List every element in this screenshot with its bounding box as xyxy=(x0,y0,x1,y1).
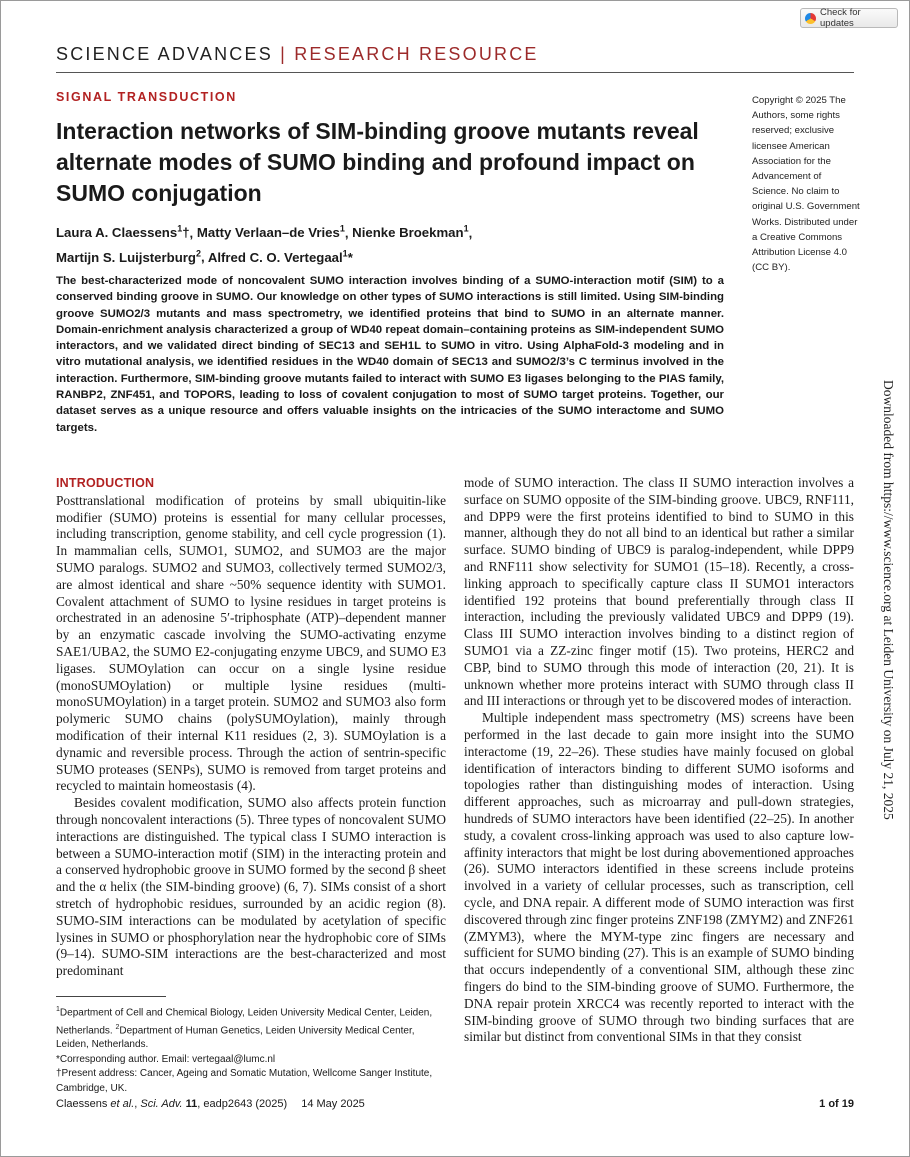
check-for-updates-label: Check for updates xyxy=(820,7,861,29)
article-type: RESEARCH RESOURCE xyxy=(294,44,539,64)
footnote-rule xyxy=(56,996,166,997)
citation-separator: , xyxy=(134,1098,141,1110)
journal-masthead xyxy=(56,44,539,65)
author-name: Alfred C. O. Vertegaal xyxy=(207,249,343,265)
body-column-left xyxy=(56,475,446,980)
citation-etal: et al. xyxy=(110,1098,135,1110)
citation-journal: Sci. Adv. xyxy=(140,1098,183,1110)
body-paragraph: Multiple independent mass spectrometry (MS) screens have been performed in the last decade to gain more insight into the SUMO interactome (19, 22–26). These studies have mainly focused on global identification of interactors binding to different SUMO isoforms and topologies rather than distinguishing modes of interaction. Using different approaches, such as microarray and pull-down strategies, hundreds of SUMO interactors have been identified (22–25). In another study, a covalent cross-linking approach was used to also capture low-affinity interactors that might be lost during abovementioned approaches (26). SUMO interactors identified in these screens include proteins involved in a variety of cellular processes, such as transcription, cell cycle, and DNA repair. A different mode of SUMO interaction was first discovered through zinc finger proteins ZNF198 (ZMYM2) and ZNF261 (ZMYM3), where the MYM-type zinc fingers are necessary and sufficient for SUMO binding (27). This is an example of SUMO binding that occurs independently of a conventional SIM, although these zinc fingers do bind to the SIM-binding groove of SUMO. Furthermore, the DNA repair protein XRCC4 was recently reported to interact with the SIM-binding groove of SUMO through two binding surfaces that are similar but distinct from conventional SIMs in that they consist xyxy=(464,710,854,1045)
author-separator: , xyxy=(200,249,208,265)
author-4[interactable] xyxy=(56,250,201,265)
affiliations xyxy=(56,1003,448,1053)
author-affiliation-sup: 1 xyxy=(463,224,469,234)
author-5[interactable] xyxy=(208,250,353,265)
author-affiliation-sup: 1 xyxy=(177,224,183,234)
body-paragraph: Besides covalent modification, SUMO also affects protein function through noncovalent interactions (5). Three types of noncovalent SUMO interactions are distinguished. The typical class I SUMO interaction is between a SUMO-interaction motif (SIM) in the interacting protein and a conserved hydrophobic groove in SUMO formed by the second β sheet and the α helix (the SIM-binding groove) (6, 7). SIMs consist of a short stretch of hydrophobic residues, surrounded by an acidic region (8). SUMO-SIM interactions can be modulated by acetylation of specific lysines in SUMO or phosphorylation near the hydrophobic core of SIMs (9–14). SUMO-SIM interactions are the best-characterized and most predominant xyxy=(56,795,446,979)
author-2[interactable] xyxy=(197,225,345,240)
author-name: Martijn S. Luijsterburg xyxy=(56,249,196,265)
affiliation-1: Department of Cell and Chemical Biology, Leiden University Medical Center, Leiden, Netherlands. xyxy=(56,1007,433,1037)
author-separator: , xyxy=(344,225,353,241)
download-watermark: Downloaded from https://www.science.org at Leiden University on July 21, 2025 xyxy=(881,380,896,820)
present-address: †Present address: Cancer, Ageing and Somatic Mutation, Wellcome Sanger Institute, Cambridge, UK. xyxy=(56,1068,433,1094)
page-number: 1 of 19 xyxy=(819,1098,854,1110)
author-mark: † xyxy=(182,225,190,241)
check-for-updates-button[interactable] xyxy=(800,8,898,28)
journal-name: SCIENCE ADVANCES xyxy=(56,44,273,64)
author-name: Nienke Broekman xyxy=(352,225,464,241)
masthead-rule xyxy=(56,72,854,73)
body-paragraph: Posttranslational modification of proteins by small ubiquitin-like modifier (SUMO) proteins is essential for many cellular processes, including transcription, genome stability, and cell cycle progression (1). In mammalian cells, SUMO1, SUMO2, and SUMO3 are the major SUMO paralogs. SUMO2 and SUMO3, collectively termed SUMO2/3, are almost identical and share ~50% sequence identity with SUMO1. Covalent attachment of SUMO to lysine residues in target proteins is orchestrated in an adenosine 5′-triphosphate (ATP)–dependent manner by an enzymatic cascade involving the SUMO-activating enzyme SAE1/UBA2, the SUMO E2-conjugating enzyme UBC9, and SUMO E3 ligases. SUMOylation can occur on a single lysine residue (monoSUMOylation) or multiple lysine residues (multi-monoSUMOylation) in a target protein. SUMO2 and SUMO3 also form polymeric SUMO chains (polySUMOylation), mainly through modification of their internal K11 residues (2, 3). SUMOylation is a dynamic and reversible process. Through the action of sentrin-specific SUMO proteases (SENPs), SUMO is removed from target proteins and recycled to maintain homeostasis (4). xyxy=(56,492,446,794)
publication-date: 14 May 2025 xyxy=(301,1098,365,1110)
body-paragraph: mode of SUMO interaction. The class II SUMO interaction involves a surface on SUMO opposite of the SIM-binding groove. UBC9, RNF111, and DPP9 were the first proteins identified to bind to SUMO in this manner, although they do not all bind to an identical but rather a similar surface. SUMO binding of UBC9 is paralog-independent, while DPP9 and RNF111 show selectivity for SUMO1 (15–18). Recently, a cross-linking approach to specifically capture class II SUMO1 interactors identified 192 proteins that bound preferentially through class II interaction, including the previously validated UBC9 and DPP9 (19). Class III SUMO interaction involves binding to a distinct region of SUMO1 via a ZZ-zinc finger motif (15). Two proteins, HERC2 and CBP, bind to SUMO through this mode of interaction (20, 21). It is unknown whether more proteins interact with SUMO through class II and III interactions or through yet to be discovered modes of interaction. xyxy=(464,475,854,709)
abstract: The best-characterized mode of noncovalent SUMO interaction involves binding of a SUMO-interaction motif (SIM) to a conserved binding groove in SUMO. Our knowledge on other types of SUMO interactions is still limited. Using SIM-binding groove SUMO2/3 mutants and mass spectrometry, we identified proteins that bind to SUMO in an alternate manner. Domain-enrichment analysis characterized a group of WD40 repeat domain–containing proteins as SIM-independent SUMO interactors, and we validated direct binding of SEC13 and SEH1L to SUMO in vitro. Using AlphaFold-3 modeling and in vitro mutational analysis, we identified residues in the WD40 domain of SEC13 and SUMO2/3’s C terminus involved in the interaction. Furthermore, SIM-binding groove mutants failed to interact with SUMO E3 ligases belonging to the PIAS family, RANBP2, ZNF451, and TOPORS, leading to loss of covalent conjugation to most of SUMO target proteins. Together, our dataset serves as a unique resource and offers valuable insights on the intricacies of the SUMO interactome and SUMO targets. xyxy=(56,275,724,434)
section-label: SIGNAL TRANSDUCTION xyxy=(56,90,237,104)
author-affiliation-sup: 1 xyxy=(339,224,345,234)
affiliation-sup: 2 xyxy=(115,1023,120,1031)
affiliation-sup: 1 xyxy=(56,1006,60,1013)
footer-citation xyxy=(56,1098,365,1110)
introduction-heading: INTRODUCTION xyxy=(56,476,155,490)
corresponding-author: *Corresponding author. Email: vertegaal@lumc.nl xyxy=(56,1053,276,1065)
author-1[interactable] xyxy=(56,225,190,240)
author-affiliation-sup: 2 xyxy=(195,248,201,259)
author-separator: , xyxy=(468,225,473,241)
author-mark: * xyxy=(347,249,353,265)
affiliation-2: Department of Human Genetics, Leiden University Medical Center, Leiden, Netherlands. xyxy=(56,1025,415,1051)
author-3[interactable] xyxy=(352,225,468,240)
article-title: Interaction networks of SIM-binding groove mutants reveal alternate modes of SUMO binding and profound impact on SUMO conjugation xyxy=(56,118,699,206)
author-name: Matty Verlaan–de Vries xyxy=(196,225,340,241)
crossmark-icon xyxy=(805,13,816,24)
footnotes xyxy=(56,1003,448,1096)
body-column-right xyxy=(464,475,854,1046)
author-affiliation-sup: 1 xyxy=(342,248,348,259)
author-list xyxy=(56,219,726,268)
masthead-separator: | xyxy=(272,44,295,64)
citation-volume: 11 xyxy=(182,1098,198,1110)
author-separator: , xyxy=(189,225,197,241)
author-name: Laura A. Claessens xyxy=(56,225,178,241)
copyright-notice: Copyright © 2025 The Authors, some rights reserved; exclusive licensee American Association for the Advancement of Science. No claim to original U.S. Government Works. Distributed under a Creative Commons Attribution License 4.0 (CC BY). xyxy=(752,95,860,274)
citation-id: , eadp2643 (2025) xyxy=(197,1098,288,1110)
citation-authors: Claessens xyxy=(56,1098,111,1110)
